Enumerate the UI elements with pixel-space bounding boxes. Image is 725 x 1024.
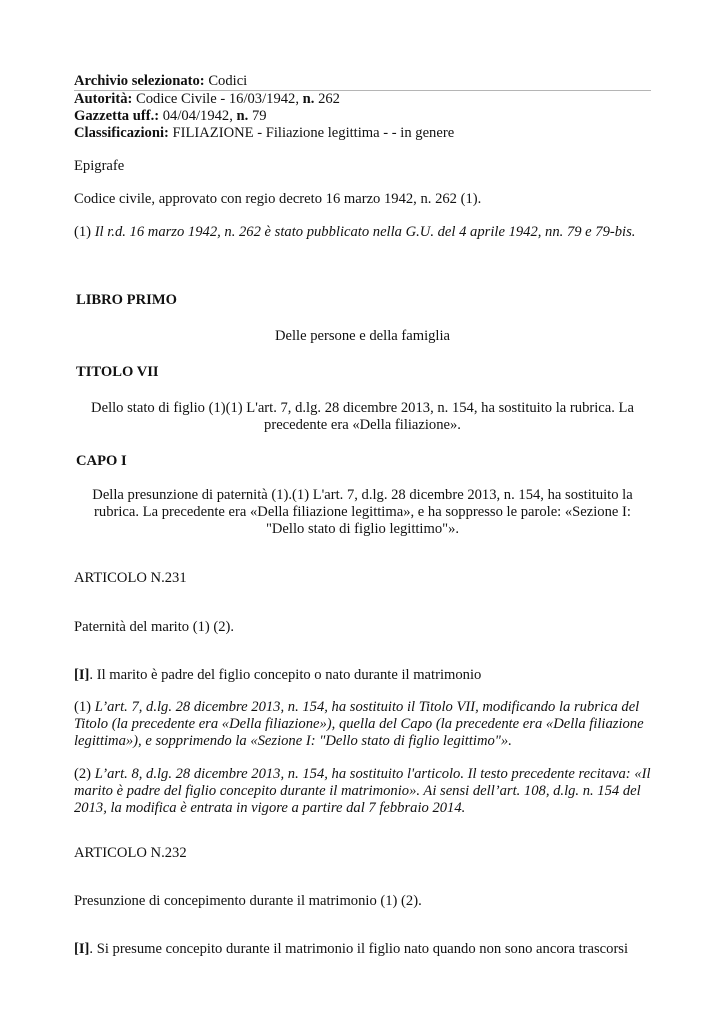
titolo-subtitle: Dello stato di figlio (1)(1) L'art. 7, d.lg. 28 dicembre 2013, n. 154, ha sostituito la rubrica. La precedente era «Della filiazione».: [91, 400, 634, 433]
header-autorita: Autorità: Codice Civile - 16/03/1942, n. 262: [74, 91, 340, 107]
libro-subtitle: Delle persone e della famiglia: [274, 328, 451, 344]
art231-note-2: (2) L’art. 8, d.lg. 28 dicembre 2013, n. 154, ha sostituito l'articolo. Il testo precedente recitava: «Il marito è padre del figlio concepito durante il matrimonio». Ai sensi dell’art. 108, d.lg. n. 154 del 2013, la modifica è entrata in vigore a partire dal 7 febbraio 2014.: [74, 766, 651, 816]
art231-comma: [I]. Il marito è padre del figlio concepito o nato durante il matrimonio: [74, 667, 482, 683]
epigrafe-note: (1) Il r.d. 16 marzo 1942, n. 262 è stato pubblicato nella G.U. del 4 aprile 1942, nn. 79 e 79-bis.: [74, 224, 636, 240]
capo-heading: CAPO I: [76, 453, 127, 469]
art232-comma: [I]. Si presume concepito durante il matrimonio il figlio nato quando non sono ancora trascorsi: [74, 941, 629, 957]
art231-note-1: (1) L’art. 7, d.lg. 28 dicembre 2013, n. 154, ha sostituito il Titolo VII, modificando la rubrica del Titolo (la precedente era «Della filiazione»), quella del Capo (la precedente era «Della filiazione legittima»), e sopprimendo la «Sezione I: "Dello stato di figlio legittimo"».: [74, 699, 644, 749]
titolo-heading: TITOLO VII: [76, 364, 159, 380]
art231-heading: ARTICOLO N.231: [74, 570, 187, 586]
art232-rubrica: Presunzione di concepimento durante il matrimonio (1) (2).: [74, 893, 422, 909]
epigrafe-text: Codice civile, approvato con regio decreto 16 marzo 1942, n. 262 (1).: [74, 191, 482, 207]
header-classificazioni: Classificazioni: FILIAZIONE - Filiazione legittima - - in genere: [74, 125, 455, 141]
header-archivio: Archivio selezionato: Codici: [74, 73, 651, 91]
document-header: [74, 73, 651, 142]
art231-rubrica: Paternità del marito (1) (2).: [74, 619, 235, 635]
art232-heading: ARTICOLO N.232: [74, 845, 187, 861]
libro-heading: LIBRO PRIMO: [76, 292, 177, 308]
epigrafe-title: Epigrafe: [74, 158, 125, 174]
header-gazzetta: Gazzetta uff.: 04/04/1942, n. 79: [74, 108, 267, 124]
capo-subtitle: Della presunzione di paternità (1).(1) L'art. 7, d.lg. 28 dicembre 2013, n. 154, ha sostituito la rubrica. La precedente era «Della filiazione legittima», e ha soppresso le parole: «Sezione I: "Dello stato di figlio legittimo"».: [92, 487, 633, 537]
